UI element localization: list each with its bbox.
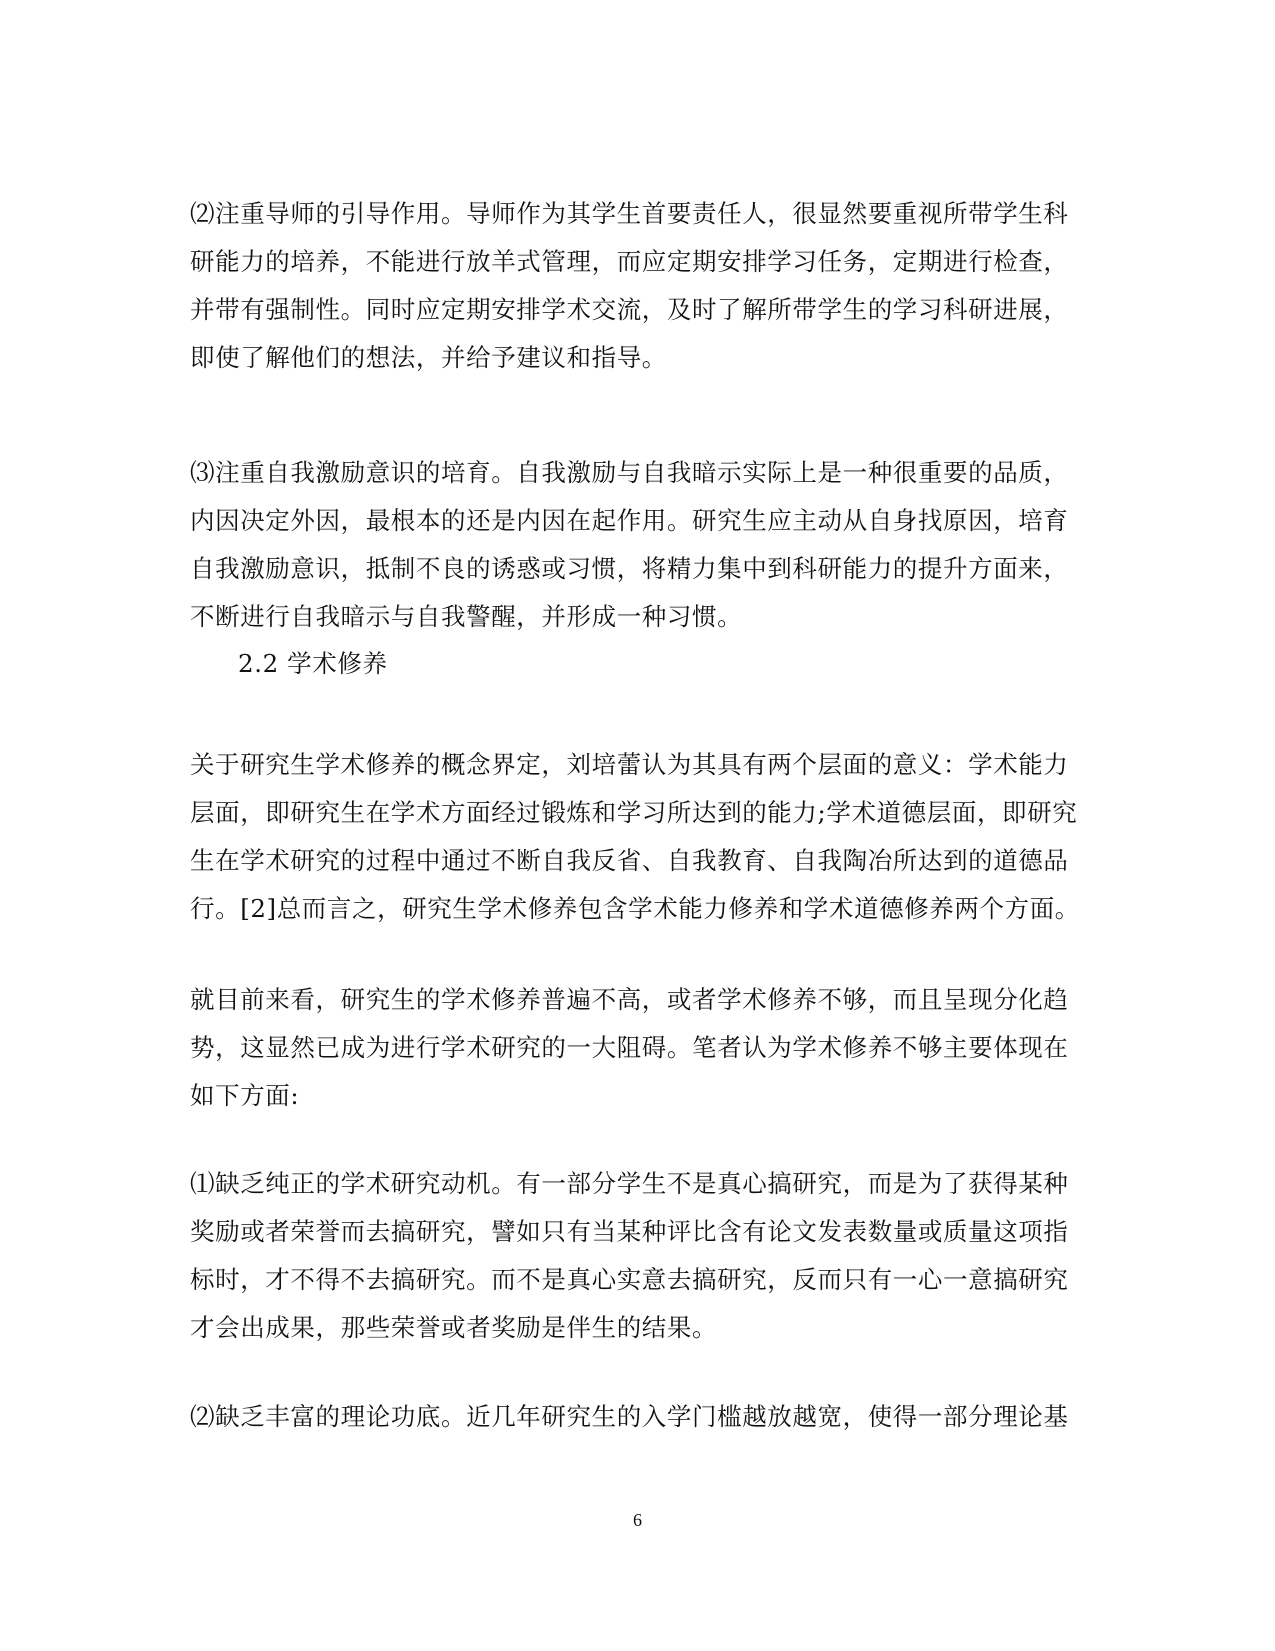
- text-line: 关于研究生学术修养的概念界定，刘培蕾认为其具有两个层面的意义：学术能力: [190, 750, 1069, 779]
- paragraph-research-motivation: [190, 1160, 1090, 1352]
- text-line: ⑴缺乏纯正的学术研究动机。有一部分学生不是真心搞研究，而是为了获得某种: [190, 1169, 1069, 1198]
- text-line: 行。[2]总而言之，研究生学术修养包含学术能力修养和学术道德修养两个方面。: [190, 894, 1080, 923]
- page-number: 6: [633, 1510, 642, 1530]
- paragraph-theory-foundation: [190, 1393, 1090, 1441]
- text-line: 即使了解他们的想法，并给予建议和指导。: [190, 343, 667, 372]
- text-line: ⑵缺乏丰富的理论功底。近几年研究生的入学门槛越放越宽，使得一部分理论基: [190, 1402, 1069, 1431]
- text-line: 研能力的培养，不能进行放羊式管理，而应定期安排学习任务，定期进行检查，: [190, 247, 1069, 276]
- paragraph-academic-definition: [190, 741, 1090, 933]
- text-line: 标时，才不得不去搞研究。而不是真心实意去搞研究，反而只有一心一意搞研究: [190, 1265, 1069, 1294]
- text-line: 奖励或者荣誉而去搞研究，譬如只有当某种评比含有论文发表数量或质量这项指: [190, 1217, 1069, 1246]
- text-line: 内因决定外因，最根本的还是内因在起作用。研究生应主动从自身找原因，培育: [190, 506, 1069, 535]
- paragraph-advisor-guidance: [190, 190, 1090, 382]
- text-line: 不断进行自我暗示与自我警醒，并形成一种习惯。: [190, 602, 743, 631]
- text-line: 才会出成果，那些荣誉或者奖励是伴生的结果。: [190, 1313, 718, 1342]
- text-line: ⑶注重自我激励意识的培育。自我激励与自我暗示实际上是一种很重要的品质，: [190, 458, 1069, 487]
- text-line: ⑵注重导师的引导作用。导师作为其学生首要责任人，很显然要重视所带学生科: [190, 199, 1069, 228]
- text-line: 自我激励意识，抵制不良的诱惑或习惯，将精力集中到科研能力的提升方面来，: [190, 554, 1069, 583]
- paragraph-current-situation: [190, 976, 1090, 1120]
- text-line: 并带有强制性。同时应定期安排学术交流，及时了解所带学生的学习科研进展，: [190, 295, 1069, 324]
- text-line: 层面，即研究生在学术方面经过锻炼和学习所达到的能力;学术道德层面，即研究: [190, 798, 1078, 827]
- text-line: 生在学术研究的过程中通过不断自我反省、自我教育、自我陶冶所达到的道德品: [190, 846, 1069, 875]
- section-heading: 2.2 学术修养: [238, 649, 388, 678]
- text-line: 就目前来看，研究生的学术修养普遍不高，或者学术修养不够，而且呈现分化趋: [190, 985, 1069, 1014]
- paragraph-self-motivation: [190, 449, 1090, 641]
- text-line: 势，这显然已成为进行学术研究的一大阻碍。笔者认为学术修养不够主要体现在: [190, 1033, 1069, 1062]
- text-line: 如下方面:: [190, 1081, 300, 1110]
